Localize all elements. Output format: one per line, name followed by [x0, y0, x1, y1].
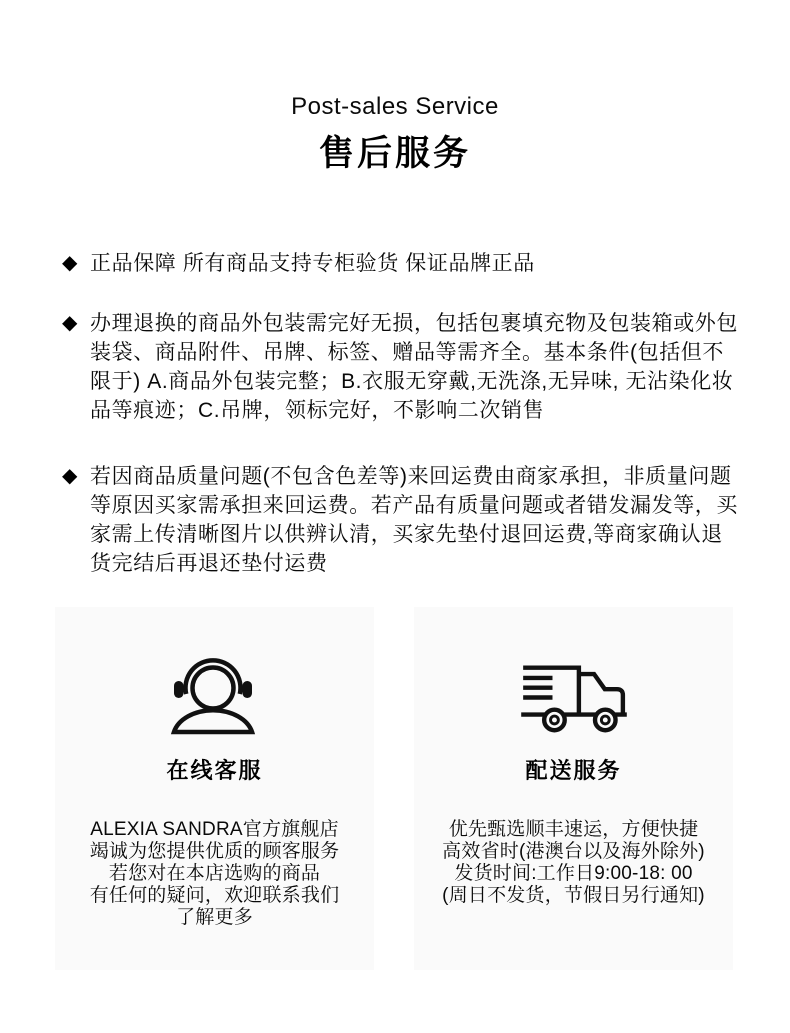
policy-text: 办理退换的商品外包装需完好无损，包括包裹填充物及包装箱或外包装袋、商品附件、吊牌、标签、赠品等需齐全。基本条件(包括但不限于) A.商品外包装完整；B.衣服无穿戴,无洗涤,无异味, 无沾染化妆品等痕迹；C.吊牌，领标完好，不影响二次销售 — [90, 312, 738, 422]
diamond-bullet-icon: ◆ — [62, 252, 78, 274]
card-line: 发货时间:工作日9:00-18: 00 — [454, 863, 693, 884]
policy-item-return-condition — [62, 309, 740, 425]
policy-list — [62, 249, 740, 578]
customer-service-icon — [55, 653, 374, 741]
page-title-chinese: 售后服务 — [318, 134, 471, 173]
card-title: 在线客服 — [166, 758, 263, 783]
card-line: 竭诚为您提供优质的顾客服务 — [89, 841, 340, 862]
policy-text: 若因商品质量问题(不包含色差等)来回运费由商家承担，非质量问题等原因买家需承担来回运费。若产品有质量问题或者错发漏发等，买家需上传清晰图片以供辨认清，买家先垫付退回运费,等商家确认退货完结后再退还垫付运费 — [90, 465, 738, 575]
diamond-bullet-icon: ◆ — [62, 465, 78, 487]
policy-text: 正品保障 所有商品支持专柜验货 保证品牌正品 — [90, 252, 535, 275]
policy-item-authenticity — [62, 249, 740, 278]
card-description — [414, 819, 733, 907]
diamond-bullet-icon: ◆ — [62, 312, 78, 334]
delivery-service-card — [414, 607, 733, 970]
card-description — [55, 819, 374, 929]
card-line: 高效省时(港澳台以及海外除外) — [442, 841, 705, 862]
card-line: (周日不发货，节假日另行通知) — [442, 885, 705, 906]
page-title-english: Post-sales Service — [291, 93, 499, 120]
card-line: 若您对在本店选购的商品 — [108, 863, 321, 884]
card-line: 优先甄选顺丰速运，方便快捷 — [448, 819, 699, 840]
card-line: 有任何的疑问，欢迎联系我们 — [89, 885, 340, 906]
card-line: 了解更多 — [176, 907, 253, 928]
policy-item-shipping-fee — [62, 462, 740, 578]
card-line: ALEXIA SANDRA官方旗舰店 — [90, 819, 339, 840]
delivery-truck-icon — [414, 653, 733, 741]
customer-service-card — [55, 607, 374, 970]
card-title: 配送服务 — [525, 758, 622, 783]
